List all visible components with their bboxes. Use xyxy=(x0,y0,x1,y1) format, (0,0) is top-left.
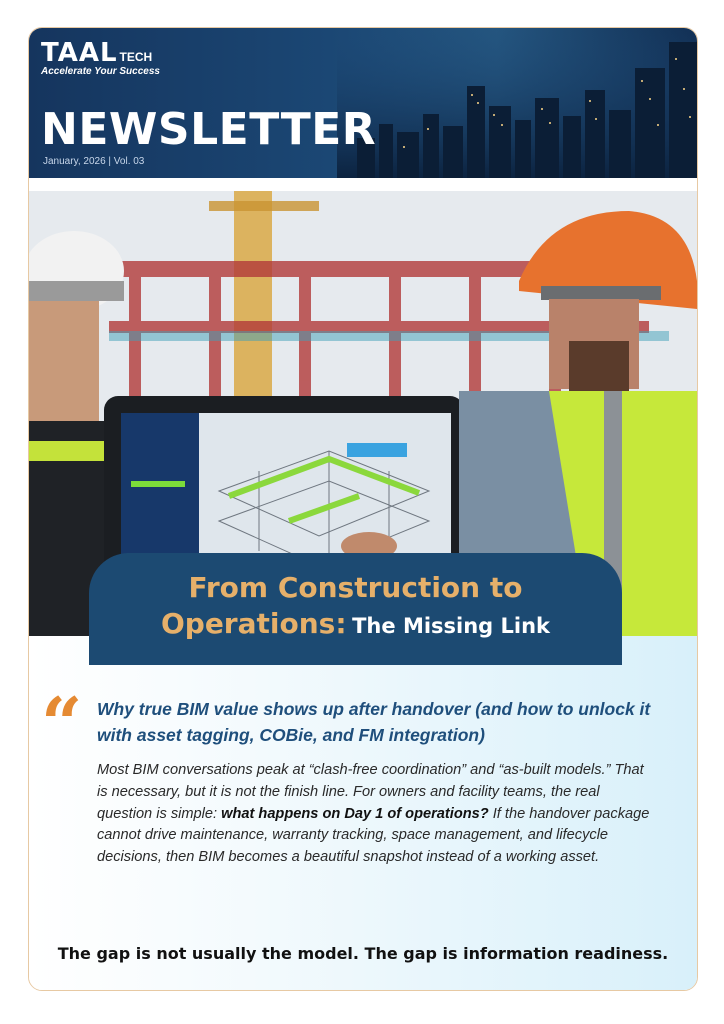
article-title-line1: From Construction to xyxy=(188,571,523,604)
header-banner xyxy=(29,28,697,178)
city-skyline-image xyxy=(337,28,697,178)
article-body xyxy=(97,760,657,869)
article-title-band xyxy=(89,553,622,665)
body-part-1: Most BIM conversations peak at “clash-free coordination” and “as-built models.” That is necessary, but it is not the finish line. For owners and facility teams, the real question is simple: xyxy=(97,762,644,822)
issue-date: January, 2026 | Vol. 03 xyxy=(43,156,145,167)
company-logo xyxy=(41,38,160,77)
quote-icon: “ xyxy=(41,681,83,766)
body-part-2: If the handover package cannot drive maintenance, warranty tracking, space management, and lifecycle decisions, then BIM becomes a beautiful snapshot instead of a working asset. xyxy=(97,805,650,866)
closing-statement: The gap is not usually the model. The gap is information readiness. xyxy=(57,944,669,963)
article-subtitle: Why true BIM value shows up after handover (and how to unlock it with asset tagging, COBie, and FM integration) xyxy=(97,699,651,745)
body-emphasis: what happens on Day 1 of operations? xyxy=(221,805,489,822)
article-title-line2 xyxy=(89,607,622,640)
newsletter-page xyxy=(28,27,698,991)
article-content xyxy=(29,636,697,990)
newsletter-title: NEWSLETTER xyxy=(41,104,377,155)
article-title-accent: Operations: xyxy=(160,607,347,640)
logo-tagline: Accelerate Your Success xyxy=(41,66,160,77)
logo-brand: TAAL xyxy=(41,38,118,68)
logo-brand-suffix: TECH xyxy=(119,50,153,64)
article-title-rest: The Missing Link xyxy=(352,614,551,638)
